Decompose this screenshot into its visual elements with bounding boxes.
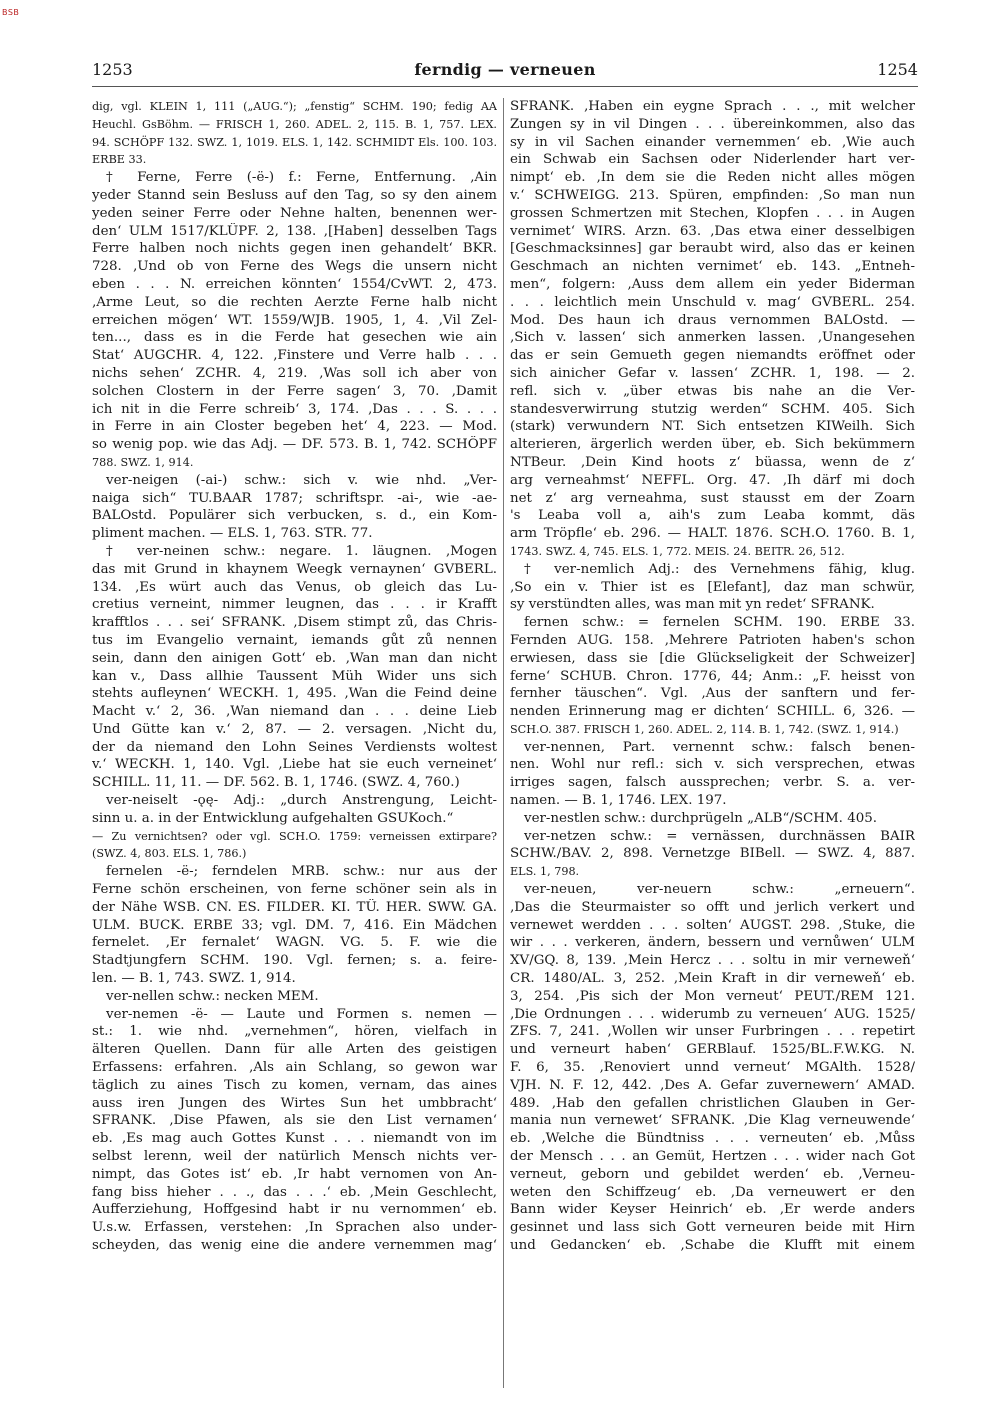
text-line: das mit Grund in khaynem Weegk vernaynen‘ GVBERL. xyxy=(92,561,497,577)
text-line: eb. ‚Es mag auch Gottes Kunst . . . niemandt von im xyxy=(92,1131,497,1147)
text-line: standesverwirrung stutzig werden“ SCHM. 405. Sich xyxy=(510,401,915,417)
text-line: 's Leaba voll a, aih's zum Leaba kommt, däs xyxy=(510,508,915,524)
text-line: Und Gütte kan v.‘ 2, 87. — 2. versagen. ‚Nicht du, xyxy=(92,721,497,737)
text-line: Geschmach an nichten vernimet‘ eb. 143. „Entneh- xyxy=(510,259,915,275)
text-line: grossen Schmertzen mit Stechen, Klopfen . . . in Augen xyxy=(510,205,915,221)
text-line: Stat‘ AUGCHR. 4, 122. ‚Finstere und Verre halb . . . xyxy=(92,348,497,364)
text-line: älteren Quellen. Dann für alle Arten des geistigen xyxy=(92,1042,497,1058)
text-line: eben . . . N. erreichen könnten‘ 1554/CvWT. 2, 473. xyxy=(92,276,497,292)
text-line: ver-neuen, ver-neuern schw.: „erneuern“. xyxy=(524,882,915,898)
text-line: ‚Arme Leut, so die rechten Aerzte Ferne halb nicht xyxy=(92,294,497,310)
text-line: SCHW./BAV. 2, 898. Vernetzge BIBell. — SWZ. 4, 887. xyxy=(510,846,915,862)
text-line: kan v., Dass allhie Taussent Müh Wider uns sich xyxy=(92,668,497,684)
text-line: in Ferre in ain Closter begeben het‘ 4, 223. — Mod. xyxy=(92,419,497,435)
text-line: vernimet‘ WIRS. Arzn. 63. ‚Das etwa einer desselbigen xyxy=(510,223,915,239)
text-line: pliment machen. — ELS. 1, 763. STR. 77. xyxy=(92,526,373,542)
text-line: vernewet werdden . . . solten‘ AUGST. 298. ‚Stuke, die xyxy=(510,917,915,933)
text-line: das er sein Gemueth gegen niemandts eröffnet oder xyxy=(510,348,915,364)
text-line: ferne‘ SCHUB. Chron. 1776, 44; Anm.: „F. heisst von xyxy=(510,668,915,684)
text-line: ERBE 33. xyxy=(92,153,147,167)
text-line: ten..., dass es in die Ferde hat gesechen wie ain xyxy=(92,330,497,346)
text-line: ver-neiselt -ǫę- Adj.: „durch Anstrengung, Leicht- xyxy=(106,793,497,809)
right-page-number: 1254 xyxy=(877,60,918,79)
text-line: [Geschmacksinnes] gar beraubt wird, also das er keinen xyxy=(510,241,915,257)
text-line: 3, 254. ‚Pis sich der Mon verneut‘ PEUT./REM 121. xyxy=(510,988,915,1004)
text-line: Stadtjungfern SCHM. 190. Vgl. fernen; s. a. feire- xyxy=(92,953,497,969)
text-line: cretius verneint, nimmer leugnen, das . . . ir Krafft xyxy=(92,597,497,613)
text-line: weten den Schiffzeug‘ eb. ‚Da verneuwert er den xyxy=(510,1184,915,1200)
text-line: täglich zu aines Tisch zu komen, vernam, das aines xyxy=(92,1077,497,1093)
text-line: Macht v.‘ 2, 36. ‚Wan niemand dan . . . deine Lieb xyxy=(92,704,497,720)
text-line: ver-nennen, Part. vernennt schw.: falsch benen- xyxy=(524,739,915,755)
text-line: eb. ‚Welche die Bündtniss . . . verneuten‘ eb. ‚Můss xyxy=(510,1131,915,1147)
text-line: CR. 1480/AL. 3, 252. ‚Mein Kraft in dir verneweň‘ eb. xyxy=(510,971,915,987)
text-line: men“, folgern: ‚Auss dem allem ein yeder Biderman xyxy=(510,276,915,292)
text-line: SFRANK. ‚Dise Pfawen, als sie den List vernamen‘ xyxy=(92,1113,497,1129)
text-line: Zungen sy in vil Dingen . . . übereinkommen, also das xyxy=(510,116,915,132)
text-line: solchen Clostern in der Ferre sagen‘ 3, 70. ‚Damit xyxy=(92,383,497,399)
text-line: fernen schw.: = fernelen SCHM. 190. ERBE 33. xyxy=(524,615,915,631)
text-line: fernelen -ë-; ferndelen MRB. schw.: nur aus der xyxy=(106,864,497,880)
text-line: irriges sagen, falsch aussprechen; verbr. S. a. ver- xyxy=(510,775,915,791)
library-stamp: BSB xyxy=(2,8,20,17)
text-line: 489. ‚Hab den gefallen christlichen Glauben in Ger- xyxy=(510,1095,915,1111)
text-line: U.s.w. Erfassen, verstehen: ‚In Sprachen also under- xyxy=(92,1220,497,1236)
text-line: 728. ‚Und ob von Ferne des Wegs die unsern nicht xyxy=(92,259,497,275)
text-line: ver-netzen schw.: = vernässen, durchnässen BAIR xyxy=(524,828,915,844)
right-column xyxy=(510,98,915,1410)
text-line: nenden Erinnerung mag er dichten‘ SCHILL. 6, 326. — xyxy=(510,704,915,720)
text-line: ich nit in die Ferre schreib‘ 3, 174. ‚Das . . . S. . . . xyxy=(92,401,497,417)
text-line: 788. SWZ. 1, 914. xyxy=(92,455,194,469)
text-line: mania nun vernewet‘ SFRANK. ‚Die Klag verneuwende‘ xyxy=(510,1113,915,1129)
text-line: der da niemand den Lohn Seines Verdiensts woltest xyxy=(92,739,497,755)
text-line: † ver-nemlich Adj.: des Vernehmens fähig, klug. xyxy=(524,561,915,577)
text-line: 134. ‚Es würt auch das Venus, ob gleich das Lu- xyxy=(92,579,497,595)
text-line: arg verneahmst‘ NEFFL. Org. 47. ‚Ih därf mi doch xyxy=(510,472,915,488)
text-line: SFRANK. ‚Haben ein eygne Sprach . . ., mit welcher xyxy=(510,99,915,114)
text-line: SCHILL. 11, 11. — DF. 562. B. 1, 1746. (SWZ. 4, 760.) xyxy=(92,775,460,791)
text-line: Ferre halben noch nichts gegen inen gehandelt‘ BKR. xyxy=(92,241,497,257)
text-line: Erfassens: erfahren. ‚Als ain Schlang, so gewon war xyxy=(92,1060,497,1076)
text-line: dig, vgl. KLEIN 1, 111 („AUG.“); „fenstig“ SCHM. 190; fedig AA xyxy=(92,100,497,113)
text-line: sich ainicher Gefar v. lassen‘ ZCHR. 1, 198. — 2. xyxy=(510,365,915,381)
text-line: ZFS. 7, 241. ‚Wollen wir unser Furbringen . . . repetirt xyxy=(510,1024,915,1040)
text-line: SCH.O. 387. FRISCH 1, 260. ADEL. 2, 114. B. 1, 742. (SWZ. 1, 914.) xyxy=(510,722,899,736)
text-line: stehts aufleynen‘ WECKH. 1, 495. ‚Wan die Feind deine xyxy=(92,686,497,702)
text-line: fernelet. ‚Er fernalet‘ WAGN. VG. 5. F. wie die xyxy=(92,935,497,951)
text-line: ‚Das die Steurmaister so offt und jerlich verkert und xyxy=(510,899,915,915)
text-line: nimpt, das Gotes ist‘ eb. ‚Ir habt vernomen von An- xyxy=(92,1166,497,1182)
text-line: alterieren, ärgerlich werden über, eb. Sich bekümmern xyxy=(510,437,915,453)
text-line: Heuchl. GsBöhm. — FRISCH 1, 260. ADEL. 2, 115. B. 1, 757. LEX. xyxy=(92,117,497,131)
text-line: nichs sehen‘ ZCHR. 4, 219. ‚Was soll ich aber von xyxy=(92,365,497,381)
text-line: ver-nellen schw.: necken MEM. xyxy=(106,988,319,1004)
text-line: ein Schwab ein Sachsen oder Niderlender hart ver- xyxy=(510,152,915,168)
text-line: fernher täuschen“. Vgl. ‚Aus der sanftern und fer- xyxy=(510,686,915,702)
text-line: — Zu vernichtsen? oder vgl. SCH.O. 1759: verneissen extirpare? xyxy=(92,829,497,843)
text-line: ‚Sich v. lassen‘ sich anmerken lassen. ‚Unangesehen xyxy=(510,330,915,346)
text-line: namen. — B. 1, 1746. LEX. 197. xyxy=(510,793,727,809)
text-line: sy in vil Sachen einander vernemmen‘ eb. ‚Wie auch xyxy=(510,134,915,150)
text-line: ELS. 1, 798. xyxy=(510,865,580,879)
text-line: gesinnet und lass sich Gott verneuren beide mit Hirn xyxy=(510,1220,915,1236)
text-line: auss iren Jungen des Wirtes Sun het umbbracht‘ xyxy=(92,1095,497,1111)
text-line: ‚So ein v. Thier ist es [Elefant], daz man schwür, xyxy=(510,579,915,595)
text-line: yeder Stannd sein Besluss auf den Tag, so sy den ainem xyxy=(92,187,497,203)
text-line: Mod. Des haun ich draus vernommen BALOstd. — xyxy=(510,312,915,328)
text-line: selbst lerenn, weil der natürlich Mensch nichts ver- xyxy=(92,1149,497,1165)
text-line: wir . . . verkeren, ändern, bessern und vernůwen‘ ULM xyxy=(510,935,915,951)
text-line: Fernden AUG. 158. ‚Mehrere Patrioten haben's schon xyxy=(510,632,915,648)
text-line: v.‘ WECKH. 1, 140. Vgl. ‚Liebe hat sie euch verneinet‘ xyxy=(92,757,497,773)
text-line: (stark) verwundern NT. Sich entsetzen KIWeilh. Sich xyxy=(510,419,915,435)
text-line: sein, dann den ainigen Gott‘ eb. ‚Wan man dan nicht xyxy=(92,650,497,666)
text-line: (SWZ. 4, 803. ELS. 1, 786.) xyxy=(92,847,247,861)
text-line: arm Tröpfle‘ eb. 296. — HALT. 1876. SCH.O. 1760. B. 1, xyxy=(510,526,915,542)
text-line: und verneurt haben‘ GERBlauf. 1525/BL.F.W.KG. N. xyxy=(510,1042,915,1058)
text-line: len. — B. 1, 743. SWZ. 1, 914. xyxy=(92,971,296,987)
text-line: refl. sich v. „über etwas bis nahe an die Ver- xyxy=(510,383,915,399)
text-line: sinn u. a. in der Entwicklung aufgehalten GSUKoch.“ xyxy=(92,810,454,826)
text-line: scheyden, das wenig eine die andere vernemmen mag‘ xyxy=(92,1238,497,1253)
text-line: F. 6, 35. ‚Renoviert unnd verneut‘ MGAlth. 1528/ xyxy=(510,1060,915,1076)
text-line: . . . leichtlich mein Unschuld v. mag‘ GVBERL. 254. xyxy=(510,294,915,310)
text-line: st.: 1. wie nhd. „vernehmen“, hören, vielfach in xyxy=(92,1024,497,1040)
text-line: 94. SCHÖPF 132. SWZ. 1, 1019. ELS. 1, 142. SCHMIDT Els. 100. 103. xyxy=(92,135,497,149)
text-line: nen. Wohl nur refl.: sich v. sich versprechen, etwas xyxy=(510,757,915,773)
text-line: so wenig pop. wie das Adj. — DF. 573. B. 1, 742. SCHÖPF xyxy=(92,437,497,453)
text-line: tus im Evangelio vernaint, iemands gůt zů nennen xyxy=(92,632,497,648)
text-line: naiga sich“ TU.BAAR 1787; schriftspr. -ai-, wie -ae- xyxy=(92,490,497,506)
text-line: v.‘ SCHWEIGG. 213. Spüren, empfinden: ‚So man nun xyxy=(510,187,915,203)
left-page-number: 1253 xyxy=(92,60,133,79)
text-line: ver-nestlen schw.: durchprügeln „ALB“/SCHM. 405. xyxy=(524,810,878,826)
text-line: und Gedancken‘ eb. ‚Schabe die Klufft mit einem xyxy=(510,1238,915,1253)
column-divider xyxy=(503,98,504,1388)
text-line: verneut, geborn und gebildet werden‘ eb. ‚Verneu- xyxy=(510,1166,915,1182)
text-line: yeden seiner Ferre oder Nehne halten, benennen wer- xyxy=(92,205,497,221)
text-line: BALOstd. Populärer sich verbucken, s. d., ein Kom- xyxy=(92,508,497,524)
text-line: ver-neigen (-ai-) schw.: sich v. wie nhd. „Ver- xyxy=(106,472,497,488)
text-line: net z‘ arg verneahma, sust stausst em der Zoarn xyxy=(510,490,915,506)
text-line: nimpt‘ eb. ‚In dem sie die Reden nicht alles mögen xyxy=(510,170,915,186)
text-line: erreichen mögen‘ WT. 1559/WJB. 1905, 1, 4. ‚Vil Zel- xyxy=(92,312,497,328)
text-line: † Ferne, Ferre (-ë-) f.: Ferne, Entfernung. ‚Ain xyxy=(106,170,497,186)
header-rule xyxy=(92,86,918,87)
text-line: NTBeur. ‚Dein Kind hoots z‘ büassa, wenn de z‘ xyxy=(510,454,915,470)
text-line: VJH. N. F. 12, 442. ‚Des A. Gefar zuvernewern‘ AMAD. xyxy=(510,1077,915,1093)
text-line: sy verstündten alles, was man mit yn redet‘ SFRANK. xyxy=(510,597,875,613)
text-line: der Nähe WSB. CN. ES. FILDER. KI. TÜ. HER. SWW. GA. xyxy=(92,899,497,915)
text-line: † ver-neinen schw.: negare. 1. läugnen. ‚Mogen xyxy=(106,543,497,559)
text-line: ULM. BUCK. ERBE 33; vgl. DM. 7, 416. Ein Mädchen xyxy=(92,917,497,933)
text-line: der Mensch . . . an Gemüt, Hertzen . . . wider nach Got xyxy=(510,1149,915,1165)
text-line: erwiesen, dass sie [die Glückseligkeit der Schweizer] xyxy=(510,650,915,666)
text-line: den‘ ULM 1517/KLÜPF. 2, 138. ‚[Haben] desselben Tags xyxy=(92,223,497,239)
text-line: Bann wider Keyser Heinrich‘ eb. ‚Er werde anders xyxy=(510,1202,915,1218)
text-line: 1743. SWZ. 4, 745. ELS. 1, 772. MEIS. 24. BEITR. 26, 512. xyxy=(510,544,845,558)
left-column xyxy=(92,98,497,1410)
text-line: Ferne schön erscheinen, von ferne schöner sein als in xyxy=(92,882,497,898)
text-line: XV/GQ. 8, 139. ‚Mein Hercz . . . soltu in mir verneweň‘ xyxy=(510,953,915,969)
text-line: ver-nemen -ë- — Laute und Formen s. nemen — xyxy=(106,1006,497,1022)
text-line: ‚Die Ordnungen . . . widerumb zu verneuen‘ AUG. 1525/ xyxy=(510,1006,915,1022)
text-line: krafftlos . . . sei‘ SFRANK. ‚Disem stimpt zů, das Chris- xyxy=(92,615,497,631)
text-line: Aufferziehung, Hoffgesind habt ir nu vernommen‘ eb. xyxy=(92,1202,497,1218)
running-head-title: ferndig — verneuen xyxy=(414,60,596,79)
text-line: fang biss hieher . . ., das . . .‘ eb. ‚Mein Geschlecht, xyxy=(92,1184,497,1200)
page-header xyxy=(92,60,918,84)
